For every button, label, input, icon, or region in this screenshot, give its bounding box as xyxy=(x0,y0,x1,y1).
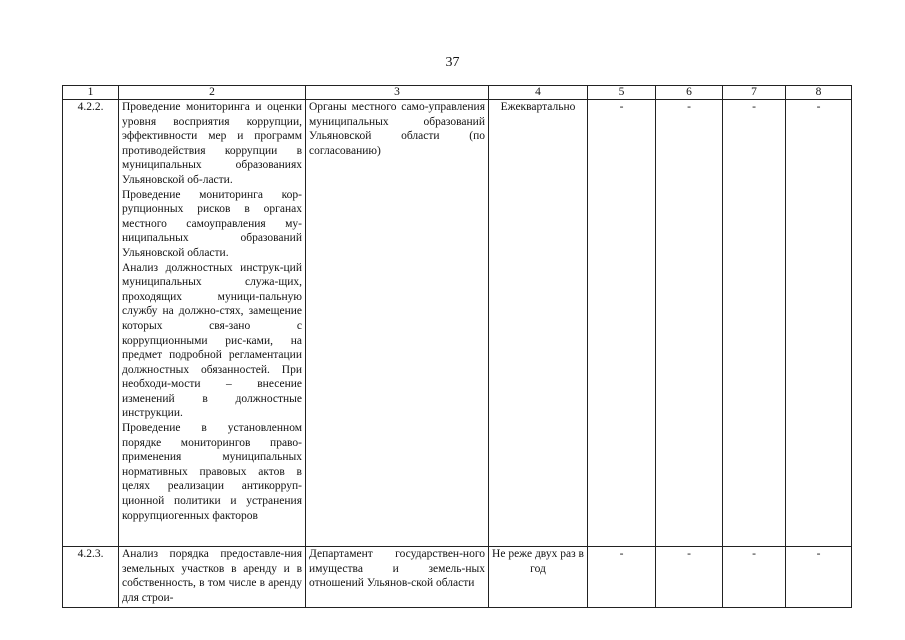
term-cell: Ежеквартально xyxy=(489,100,588,547)
column-7-cell: - xyxy=(723,100,786,547)
action-paragraph: Проведение мониторинга кор-рупционных рисков в органах местного самоуправления му-ниципальных образований Ульяновской области. xyxy=(122,188,302,259)
action-cell xyxy=(119,100,306,547)
column-number: 6 xyxy=(656,86,723,100)
action-paragraph: Проведение в установленном порядке мониторингов право-применения муниципальных нормативных правовых актов в целях реализации антикорруп-ционной политики и устранения коррупциогенных факторов xyxy=(122,422,302,522)
item-number: 4.2.2. xyxy=(63,100,119,547)
table-row xyxy=(63,547,852,608)
action-paragraph: Проведение мониторинга и оценки уровня восприятия коррупции, эффективности мер и программ противодействия коррупции в муниципальных образованиях Ульяновской об-ласти. xyxy=(122,101,302,186)
column-number: 1 xyxy=(63,86,119,100)
action-paragraph: Анализ порядка предоставле-ния земельных участков в аренду и в собственность, в том числе в аренду для строи- xyxy=(122,548,302,604)
action-paragraph: Анализ должностных инструк-ций муниципальных служа-щих, проходящих муници-пальную службу на должно-стях, замещение которых свя-зано с коррупционными рис-ками, на предмет подробной регламентации должностных обязанностей. При необходи-мости – внесение изменений в должностные инструкции. xyxy=(122,261,302,420)
action-cell xyxy=(119,547,306,608)
column-number-row xyxy=(63,86,852,100)
column-number: 3 xyxy=(306,86,489,100)
executor-cell: Органы местного само-управления муниципальных образований Ульяновской области (по согласованию) xyxy=(306,100,489,547)
column-number: 2 xyxy=(119,86,306,100)
column-7-cell: - xyxy=(723,547,786,608)
column-8-cell: - xyxy=(786,547,852,608)
column-6-cell: - xyxy=(656,100,723,547)
column-number: 8 xyxy=(786,86,852,100)
page-number: 37 xyxy=(445,55,460,70)
column-5-cell: - xyxy=(588,100,656,547)
executor-cell: Департамент государствен-ного имущества и земель-ных отношений Ульянов-ской области xyxy=(306,547,489,608)
column-number: 7 xyxy=(723,86,786,100)
table-row xyxy=(63,100,852,547)
measures-table xyxy=(62,85,852,608)
column-5-cell: - xyxy=(588,547,656,608)
term-cell: Не реже двух раз в год xyxy=(489,547,588,608)
item-number: 4.2.3. xyxy=(63,547,119,608)
column-number: 5 xyxy=(588,86,656,100)
column-number: 4 xyxy=(489,86,588,100)
column-8-cell: - xyxy=(786,100,852,547)
column-6-cell: - xyxy=(656,547,723,608)
